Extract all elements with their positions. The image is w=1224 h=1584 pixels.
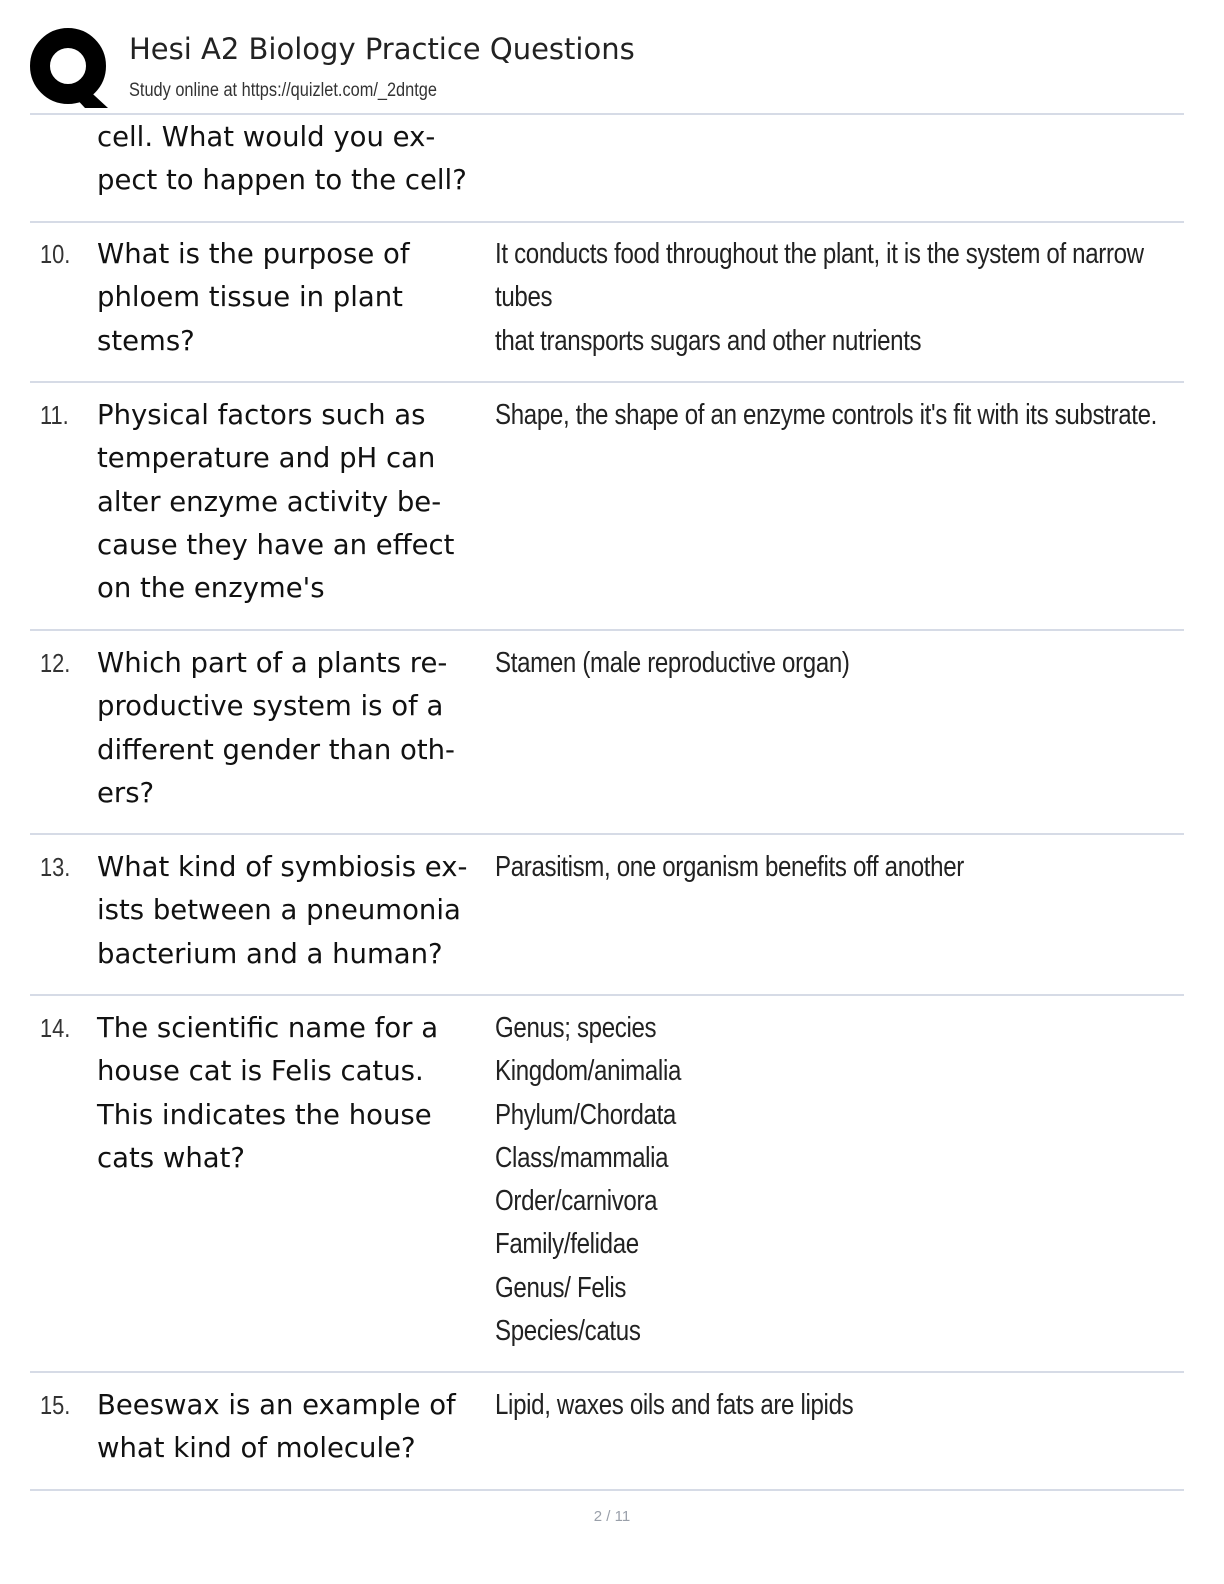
answer-text: Shape, the shape of an enzyme controls it's fit with its substrate. [495, 399, 1158, 431]
answer-text: Stamen (male reproductive organ) [495, 647, 850, 679]
study-link-text: Study online at https://quizlet.com/_2dntge [129, 80, 437, 101]
answer-text: Genus; species Kingdom/animalia Phylum/Chordata Class/mammalia Order/carnivora Family/felidae Genus/ Felis Species/catus [495, 1012, 682, 1348]
document-header [30, 28, 1190, 112]
answer-text: It conducts food throughout the plant, it is the system of narrow tubes that transports sugars and other nutrients [495, 238, 1144, 357]
divider [30, 113, 1184, 115]
question-number: 14. [40, 1013, 71, 1043]
quizlet-logo-icon [30, 28, 110, 108]
answer-text: Parasitism, one organism benefits off another [495, 851, 964, 883]
continued-question-text: cell. What would you ex- pect to happen to the cell? [97, 121, 467, 197]
question-number: 15. [40, 1390, 71, 1420]
document-title: Hesi A2 Biology Practice Questions [129, 32, 635, 66]
question-text: Beeswax is an example of what kind of molecule? [97, 1389, 456, 1465]
page-number: 2 / 11 [593, 1508, 631, 1525]
question-number: 13. [40, 852, 71, 882]
divider [30, 1489, 1184, 1491]
divider [30, 381, 1184, 383]
question-number: 10. [40, 239, 71, 269]
divider [30, 833, 1184, 835]
question-text: Physical factors such as temperature and pH can alter enzyme activity be- cause they have an effect on the enzyme's [97, 399, 455, 605]
question-number: 12. [40, 648, 71, 678]
question-number: 11. [40, 400, 69, 430]
question-text: Which part of a plants re- productive system is of a different gender than oth- ers? [97, 647, 455, 809]
question-text: The scientific name for a house cat is Felis catus. This indicates the house cats what? [97, 1012, 439, 1174]
divider [30, 221, 1184, 223]
answer-text: Lipid, waxes oils and fats are lipids [495, 1389, 854, 1421]
divider [30, 629, 1184, 631]
question-text: What is the purpose of phloem tissue in plant stems? [97, 238, 410, 357]
divider [30, 1371, 1184, 1373]
question-text: What kind of symbiosis ex- ists between a pneumonia bacterium and a human? [97, 851, 468, 970]
divider [30, 994, 1184, 996]
